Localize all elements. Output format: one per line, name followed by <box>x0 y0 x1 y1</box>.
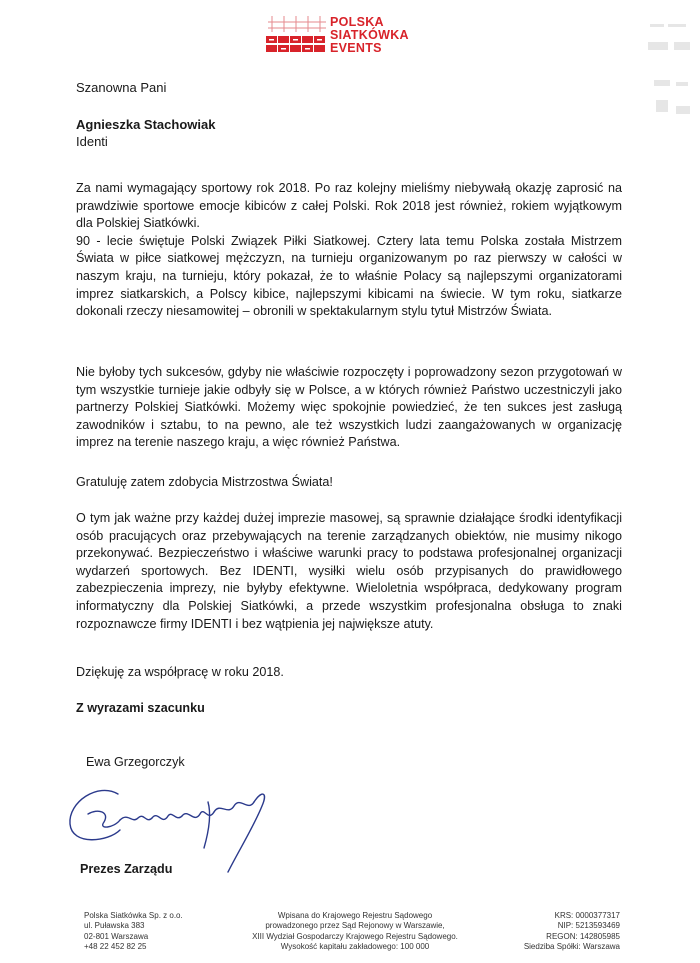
logo-line-3: EVENTS <box>330 41 382 55</box>
closing-text: Z wyrazami szacunku <box>76 701 205 715</box>
footer-registry <box>240 911 470 952</box>
company-logo <box>266 14 446 62</box>
body-paragraph-5 <box>76 664 622 682</box>
logo-line-2: SIATKÓWKA <box>330 28 409 42</box>
paragraph-2: Nie byłoby tych sukcesów, gdyby nie właściwie rozpoczęty i poprowadzony sezon przygotowań w tym wszystkie turnieje jakie odbyły się w Polsce, a w których również Państwo uczestniczyli jako partnerzy Polskiej Siatkówki. Możemy więc spokojnie powiedzieć, że ten sukces jest zasługą zawodników i sztabu, to na pewno, ale też wszystkich ludzi zaangażowanych w organizację imprez na terenie naszego kraju, a więc również Państwa. <box>76 365 622 450</box>
footer-center-line: prowadzonego przez Sąd Rejonowy w Warszawie, <box>265 921 445 931</box>
logo-wordmark <box>330 16 409 55</box>
body-paragraph-4 <box>76 510 622 633</box>
footer-center-line: Wysokość kapitału zakładowego: 100 000 <box>280 941 430 951</box>
footer-left-line: Polska Siatkówka Sp. z o.o. <box>84 911 183 920</box>
footer-left-line: ul. Puławska 383 <box>84 921 145 931</box>
paragraph-1b: 90 - lecie świętuje Polski Związek Piłki Siatkowej. Cztery lata temu Polska została Mistrzem Świata w piłce siatkowej mężczyzn, na turnieju organizowanym po raz pierwszy w całości w naszym kraju, na turnieju, który pokazał, że to właśnie Polacy są najlepszymi organizatorami imprez siatkarskich, a Polscy kibice, najlepszymi kibicami na świecie. W tym roku, siatkarze dokonali rzeczy niesamowitej – obronili w spektakularnym stylu tytuł Mistrzów Świata. <box>76 233 622 319</box>
footer-right-line: REGON: 142805985 <box>546 931 620 941</box>
footer-identifiers <box>520 911 620 952</box>
footer-center-line: XIII Wydział Gospodarczy Krajowego Rejestru Sądowego. <box>252 931 458 941</box>
volleyball-net-icon <box>266 14 328 58</box>
recipient-block <box>76 116 215 150</box>
greeting: Szanowna Pani <box>76 80 167 95</box>
scan-artifact <box>640 20 700 130</box>
logo-line-1: POLSKA <box>330 15 384 29</box>
body-paragraph-1 <box>76 180 622 321</box>
footer-left-line: +48 22 452 82 25 <box>84 941 147 951</box>
footer-right-line: NIP: 5213593469 <box>557 921 620 931</box>
paragraph-4: O tym jak ważne przy każdej dużej imprezie masowej, są sprawnie działające środki identyfikacji osób pracujących oraz przebywających na terenie zarządzanych obiektów, nie musimy nikogo przekonywać. Bezpieczeństwo i właściwe warunki pracy to podstawa profesjonalnej organizacji wydarzeń sportowych. Bez IDENTI, wysiłki wielu osób przypisanych do prawidłowego zabezpieczenia imprezy, nie byłyby efektywne. Wieloletnia współpraca, dedykowany program informatyczny dla Polskiej Siatkówki, a przede wszystkim profesjonalna obsługa to znaki rozpoznawcze firmy IDENTI i bez wątpienia jej największe atuty. <box>76 511 622 631</box>
footer-right-line: KRS: 0000377317 <box>554 911 620 920</box>
footer-left-line: 02-801 Warszawa <box>84 931 149 941</box>
footer-address <box>84 911 183 952</box>
signer-role: Prezes Zarządu <box>80 862 173 876</box>
footer-center-line: Wpisana do Krajowego Rejestru Sądowego <box>277 911 433 920</box>
body-paragraph-3 <box>76 474 622 492</box>
body-paragraph-2 <box>76 364 622 452</box>
paragraph-3: Gratuluję zatem zdobycia Mistrzostwa Świata! <box>76 475 333 489</box>
paragraph-5: Dziękuję za współpracę w roku 2018. <box>76 665 284 679</box>
recipient-name: Agnieszka Stachowiak <box>76 117 216 132</box>
closing <box>76 700 622 718</box>
paragraph-1a: Za nami wymagający sportowy rok 2018. Po raz kolejny mieliśmy niebywałą okazję zaprosić na prawdziwie sportowe emocje kibiców z całej Polski. Rok 2018 jest również, rokiem wyjątkowym dla Polskiej Siatkówki. <box>76 181 622 231</box>
recipient-company: Identi <box>76 134 108 149</box>
signer-name: Ewa Grzegorczyk <box>86 755 185 769</box>
footer-right-line: Siedziba Spółki: Warszawa <box>523 941 620 951</box>
